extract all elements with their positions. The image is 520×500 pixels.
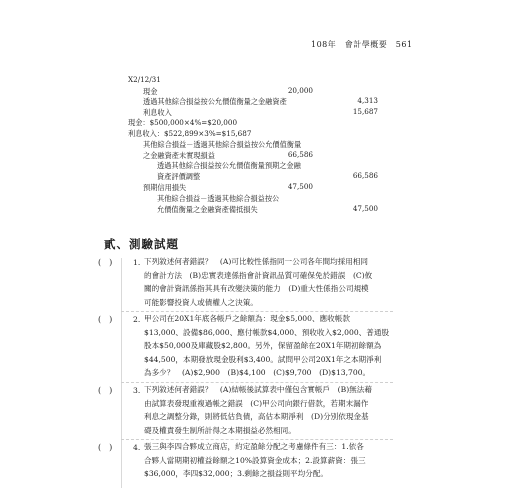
question-line: $44,500，本期發放現金股利$3,400。試問甲公司20X1年之本期淨利: [144, 354, 382, 364]
journal-line-text: 資產評價調整: [157, 172, 201, 181]
page-header: 108年 會計學概要 561: [311, 40, 413, 49]
question-line: 下列敘述何者錯誤？ (A)可比較性係指同一公司各年間均採用相同: [144, 257, 369, 266]
question-number: 1.: [133, 258, 141, 267]
question-line: $13,000、設備$86,000、應付帳款$4,000、預收收入$2,000、普通股: [144, 327, 390, 337]
question-line: 下列敘述何者錯誤？ (A)結帳後試算表中僅包含實帳戶 (B)無法藉: [144, 385, 372, 394]
journal-line-debit: 47,500: [287, 182, 313, 191]
journal-date: X2/12/31: [128, 75, 161, 84]
question-text: [144, 255, 402, 309]
journal-line-text: 其他綜合損益－透過其他綜合損益按公: [157, 194, 280, 203]
question-text: [144, 383, 402, 437]
question-line: $36,000，李四$32,000；3.剩餘之損益則平均分配。: [144, 469, 328, 478]
question-line: 利息之調整分錄，則將低估負債，高估本期淨利 (D)分別依現金基: [144, 412, 369, 421]
question-line: 股本$50,000及庫藏股$2,800。另外，保留盈餘在20X1年期初餘額為: [144, 341, 382, 350]
journal-line-credit: 4,313: [357, 96, 378, 105]
question-line: 為多少？ (A)$2,900 (B)$4,100 (C)$9,700 (D)$13,700。: [144, 368, 371, 377]
answer-bracket: ( ): [98, 443, 113, 452]
answer-bracket: ( ): [98, 315, 113, 324]
calculation-interest: 利息收入：$522,899×3%=$15,687: [128, 129, 252, 138]
journal-line-text: 允價值衡量之金融資產備抵損失: [157, 205, 258, 214]
journal-line-text: 預期信用損失: [143, 183, 187, 192]
question-number: 4.: [133, 443, 141, 452]
journal-line-text: 利息收入: [143, 108, 172, 117]
journal-line-text: 現金: [143, 87, 158, 96]
question-margin-line: [121, 258, 122, 488]
answer-bracket: ( ): [98, 258, 113, 267]
question-line: 張三與李四合夥成立商店，約定盈餘分配之考慮條件有三：1.依各: [144, 442, 364, 451]
question-number: 3.: [133, 386, 141, 395]
journal-line-text: 之金融資產未實現損益: [143, 151, 215, 160]
answer-bracket: ( ): [98, 386, 113, 395]
question-line: 合夥人當期期初權益餘額之10%設算資金成本；2.設算薪資：張三: [144, 455, 366, 465]
question-text: [144, 440, 402, 481]
calculation-cash: 現金：$500,000×4%=$20,000: [128, 118, 238, 127]
question-line: 關的會計資訊係指其具有改變決策的能力 (D)重大性係指公司規模: [144, 284, 369, 293]
question-line: 可能影響投資人或債權人之決策。: [144, 297, 258, 307]
question-line: 礎及權責發生制所計得之本期損益必然相同。: [144, 425, 296, 435]
question-line: 由試算表發現重複過帳之錯誤 (C)甲公司向銀行借款，若期末漏作: [144, 398, 369, 408]
journal-line-debit: 20,000: [287, 86, 313, 95]
question-text: [144, 312, 402, 380]
journal-line-text: 透過其他綜合損益按公允價值衡量之金融資產: [143, 97, 287, 106]
section-title: 貳、測驗試題: [104, 237, 179, 251]
question-line: 甲公司在20X1年底各帳戶之餘額為：現金$5,000、應收帳款: [144, 314, 350, 323]
journal-line-debit: 66,586: [287, 150, 313, 159]
question-line: 的會計方法 (B)忠實表達係指會計資訊品質可確保免於錯誤 (C)攸: [144, 270, 373, 280]
journal-line-credit: 15,687: [352, 107, 378, 116]
question-number: 2.: [133, 315, 141, 324]
journal-line-credit: 66,586: [352, 171, 378, 180]
journal-line-text: 透過其他綜合損益按公允價值衡量預期之金融: [157, 161, 301, 170]
journal-line-text: 其他綜合損益－透過其他綜合損益按公允價值衡量: [143, 140, 302, 149]
journal-line-credit: 47,500: [352, 204, 378, 213]
